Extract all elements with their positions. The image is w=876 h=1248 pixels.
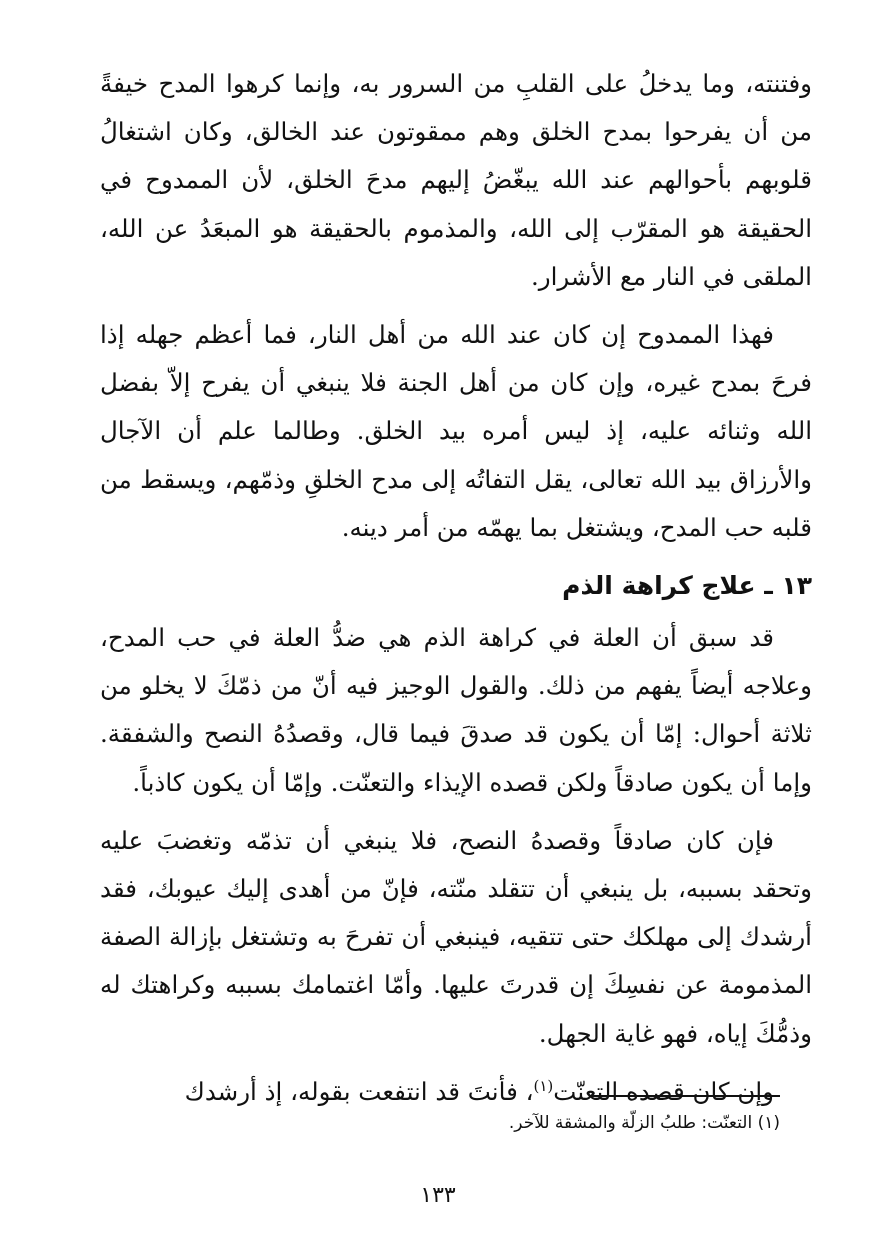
paragraph-2: فهذا الممدوح إن كان عند الله من أهل النار، فما أعظم جهله إذا فرحَ بمدح غيره، وإن كان من أهل الجنة فلا ينبغي أن يفرح إلاّ بفضل الله وثنائه عليه، إذ ليس أمره بيد الخلق. وطالما علم أن الآجال والأرزاق بيد الله تعالى، يقل التفاتُه إلى مدح الخلقِ وذمّهم، ويسقط من قلبه حب المدح، ويشتغل بما يهمّه من أمر دينه. xyxy=(100,320,812,542)
footnote-divider xyxy=(592,1095,780,1097)
paragraph-3: قد سبق أن العلة في كراهة الذم هي ضدُّ العلة في حب المدح، وعلاجه أيضاً يفهم من ذلك. والقول الوجيز فيه أنّ من ذمّكَ لا يخلو من ثلاثة أحوال: إمّا أن يكون قد صدقَ فيما قال، وقصدُهُ النصح والشفقة. وإما أن يكون صادقاً ولكن قصده الإيذاء والتعنّت. وإمّا أن يكون كاذباً. xyxy=(100,623,812,797)
section-heading: ١٣ ـ علاج كراهة الذم xyxy=(562,571,812,601)
paragraph-1: وفتنته، وما يدخلُ على القلبِ من السرور به، وإنما كرهوا المدح خيفةً من أن يفرحوا بمدح الخلق وهم ممقوتون عند الخالق، وكان اشتغالُ قلوبهم بأحوالهم عند الله يبغّضُ إليهم مدحَ الخلق، لأن الممدوح في الحقيقة هو المقرّب إلى الله، والمذموم بالحقيقة هو المبعَدُ عن الله، الملقى في النار مع الأشرار. xyxy=(100,69,812,291)
footnote-mark[interactable]: (١) xyxy=(533,1076,554,1095)
footnote: (١) التعنّت: طلبُ الزلّة والمشقة للآخر. xyxy=(508,1113,780,1133)
paragraph-5-start: وإن كان قصده التعنّت xyxy=(553,1076,774,1106)
paragraph-4: فإن كان صادقاً وقصدهُ النصح، فلا ينبغي أن تذمّه وتغضبَ عليه وتحقد بسببه، بل ينبغي أن تتقلد منّته، فإنّ من أهدى إليك عيوبك، فقد أرشدك إلى مهلكك حتى تتقيه، فينبغي أن تفرحَ به وتشتغل بإزالة الصفة المذمومة عن نفسِكَ إن قدرتَ عليها. وأمّا اغتمامك بسببه وكراهتك له وذمُّكَ إياه، فهو غاية الجهل. xyxy=(100,825,812,1048)
paragraph-5-end: ، فأنتَ قد انتفعت بقوله، إذ أرشدك xyxy=(184,1076,534,1106)
page-body xyxy=(100,60,812,1116)
page-number: ١٣٣ xyxy=(420,1183,456,1208)
